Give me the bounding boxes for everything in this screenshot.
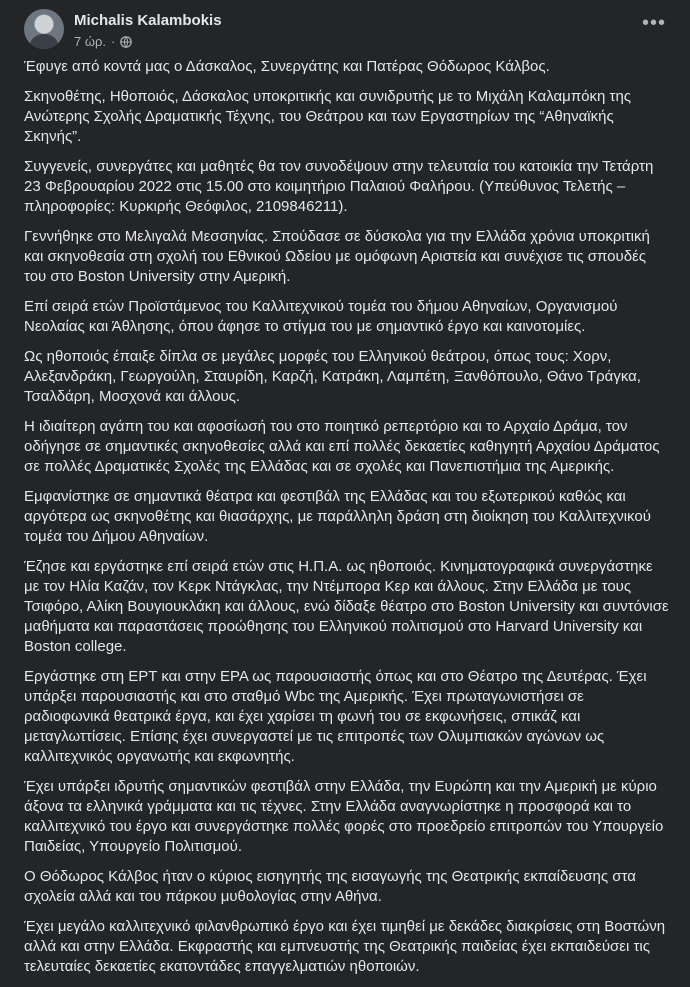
paragraph: Συγγενείς, συνεργάτες και μαθητές θα τον συνοδέψουν στην τελευταία του κατοικία την Τετάρτη 23 Φεβρουαρίου 2022 στις 15.00 στο κοιμητήριο Παλαιού Φαλήρου. (Υπεύθυνος Τελετής – πληροφορίες: Κυρκιρής Θεόφιλος, 2109846211). [24, 158, 654, 215]
paragraph: Έχει μεγάλο καλλιτεχνικό φιλανθρωπικό έργο και έχει τιμηθεί με δεκάδες διακρίσεις στη Βοστώνη αλλά και στην Ελλάδα. Εκφραστής και εμπνευστής της Θεατρικής παιδείας έχει εκπαιδεύσει τις τελευταίες δεκαετίες εκατοντάδες επαγγελματιών ηθοποιών. [24, 918, 666, 975]
paragraph: Γεννήθηκε στο Μελιγαλά Μεσσηνίας. Σπούδασε σε δύσκολα για την Ελλάδα χρόνια υποκριτική και σκηνοθεσία στη σχολή του Εθνικού Ωδείου με ομόφωνη Αριστεία και συνέχισε τις σπουδές του στο Boston University στην Αμερική. [24, 228, 650, 285]
paragraph: Εμφανίστηκε σε σημαντικά θέατρα και φεστιβάλ της Ελλάδας και του εξωτερικού καθώς και αργότερα ως σκηνοθέτης και θιασάρχης, με παράλληλη δράση στη διοίκηση του Καλλιτεχνικού τομέα του Δήμου Αθηναίων. [24, 488, 651, 545]
paragraph: Έζησε και εργάστηκε επί σειρά ετών στις Η.Π.Α. ως ηθοποιός. Κινηματογραφικά συνεργάστηκε με τον Ηλία Καζάν, τον Κερκ Ντάγκλας, την Ντέμπορα Κερ και άλλους. Στην Ελλάδα με τους Τσιφόρο, Αλίκη Βουγιουκλάκη και άλλους, ενώ δίδαξε θέατρο στο Boston University και συντόνισε μαθήματα και παραστάσεις προώθησης του Ελληνικού πολιτισμού στο Harvard University και Boston college. [24, 558, 669, 655]
paragraph: Η ιδιαίτερη αγάπη του και αφοσίωσή του στο ποιητικό ρεπερτόριο και το Αρχαίο Δράμα, τον οδήγησε σε σημαντικές σκηνοθεσίες αλλά και επί πολλές δεκαετίες καθηγητή Αρχαίου Δράματος σε πολλές Δραματικές Σχολές της Ελλάδας και σε σχολές και Πανεπιστήμια της Αμερικής. [24, 418, 660, 475]
more-options-icon[interactable]: ••• [641, 12, 666, 34]
globe-icon[interactable] [120, 36, 132, 48]
paragraph: Επί σειρά ετών Προϊστάμενος του Καλλιτεχνικού τομέα του δήμου Αθηναίων, Οργανισμού Νεολαίας και Άθλησης, όπου άφησε το στίγμα του με σημαντικό έργο και καινοτομίες. [24, 298, 618, 335]
paragraph: Σκηνοθέτης, Ηθοποιός, Δάσκαλος υποκριτικής και συνιδρυτής με το Μιχάλη Καλαμπόκη της Ανώτερης Σχολής Δραματικής Τέχνης, του Θεάτρου και των Εργαστηρίων της “Αθηναϊκής Σκηνής”. [24, 88, 632, 145]
paragraph: Έφυγε από κοντά μας ο Δάσκαλος, Συνεργάτης και Πατέρας Θόδωρος Κάλβος. [24, 58, 550, 75]
author-avatar[interactable] [24, 9, 64, 49]
meta-separator: · [111, 34, 116, 49]
post-text [24, 57, 672, 987]
post-header [0, 0, 690, 62]
author-name[interactable]: Michalis Kalambokis [74, 12, 222, 29]
post-meta [74, 34, 132, 49]
paragraph: Ως ηθοποιός έπαιξε δίπλα σε μεγάλες μορφές του Ελληνικού θεάτρου, όπως τους: Χορν, Αλεξανδράκη, Γεωργούλη, Σταυρίδη, Καρζή, Κατράκη, Λαμπέτη, Ξανθόπουλο, Θάνο Τράγκα, Τσαλδάρη, Μοσχονά και άλλους. [24, 348, 641, 405]
paragraph: Έχει υπάρξει ιδρυτής σημαντικών φεστιβάλ στην Ελλάδα, την Ευρώπη και την Αμερική με κύριο άξονα τα ελληνικά γράμματα και τις τέχνες. Στην Ελλάδα αναγνωρίστηκε η προσφορά και το καλλιτεχνικό του έργο και συνεργάστηκε πολλές φορές στο προεδρείο επιτροπών του Υπουργείο Παιδείας, Υπουργείο Πολιτισμού. [24, 778, 664, 855]
paragraph: Ο Θόδωρος Κάλβος ήταν ο κύριος εισηγητής της εισαγωγής της Θεατρικής εκπαίδευσης στα σχολεία αλλά και του πάρκου μυθολογίας στην Αθήνα. [24, 868, 636, 905]
paragraph: Εργάστηκε στη ΕΡΤ και στην ΕΡΑ ως παρουσιαστής όπως και στο Θέατρο της Δευτέρας. Έχει υπάρξει παρουσιαστής και στο σταθμό Wbc της Αμερικής. Έχει πρωταγωνιστήσει σε ραδιοφωνικά θεατρικά έργα, και έχει χαρίσει τη φωνή του σε εκφωνήσεις, σπικάζ και μεταγλωττίσεις. Επίσης έχει συνεργαστεί με τις επιτροπές των Ολυμπιακών αγώνων ως καλλιτεχνικός οργανωτής και εκφωνητής. [24, 668, 647, 765]
post-time[interactable]: 7 ώρ. [74, 34, 106, 49]
